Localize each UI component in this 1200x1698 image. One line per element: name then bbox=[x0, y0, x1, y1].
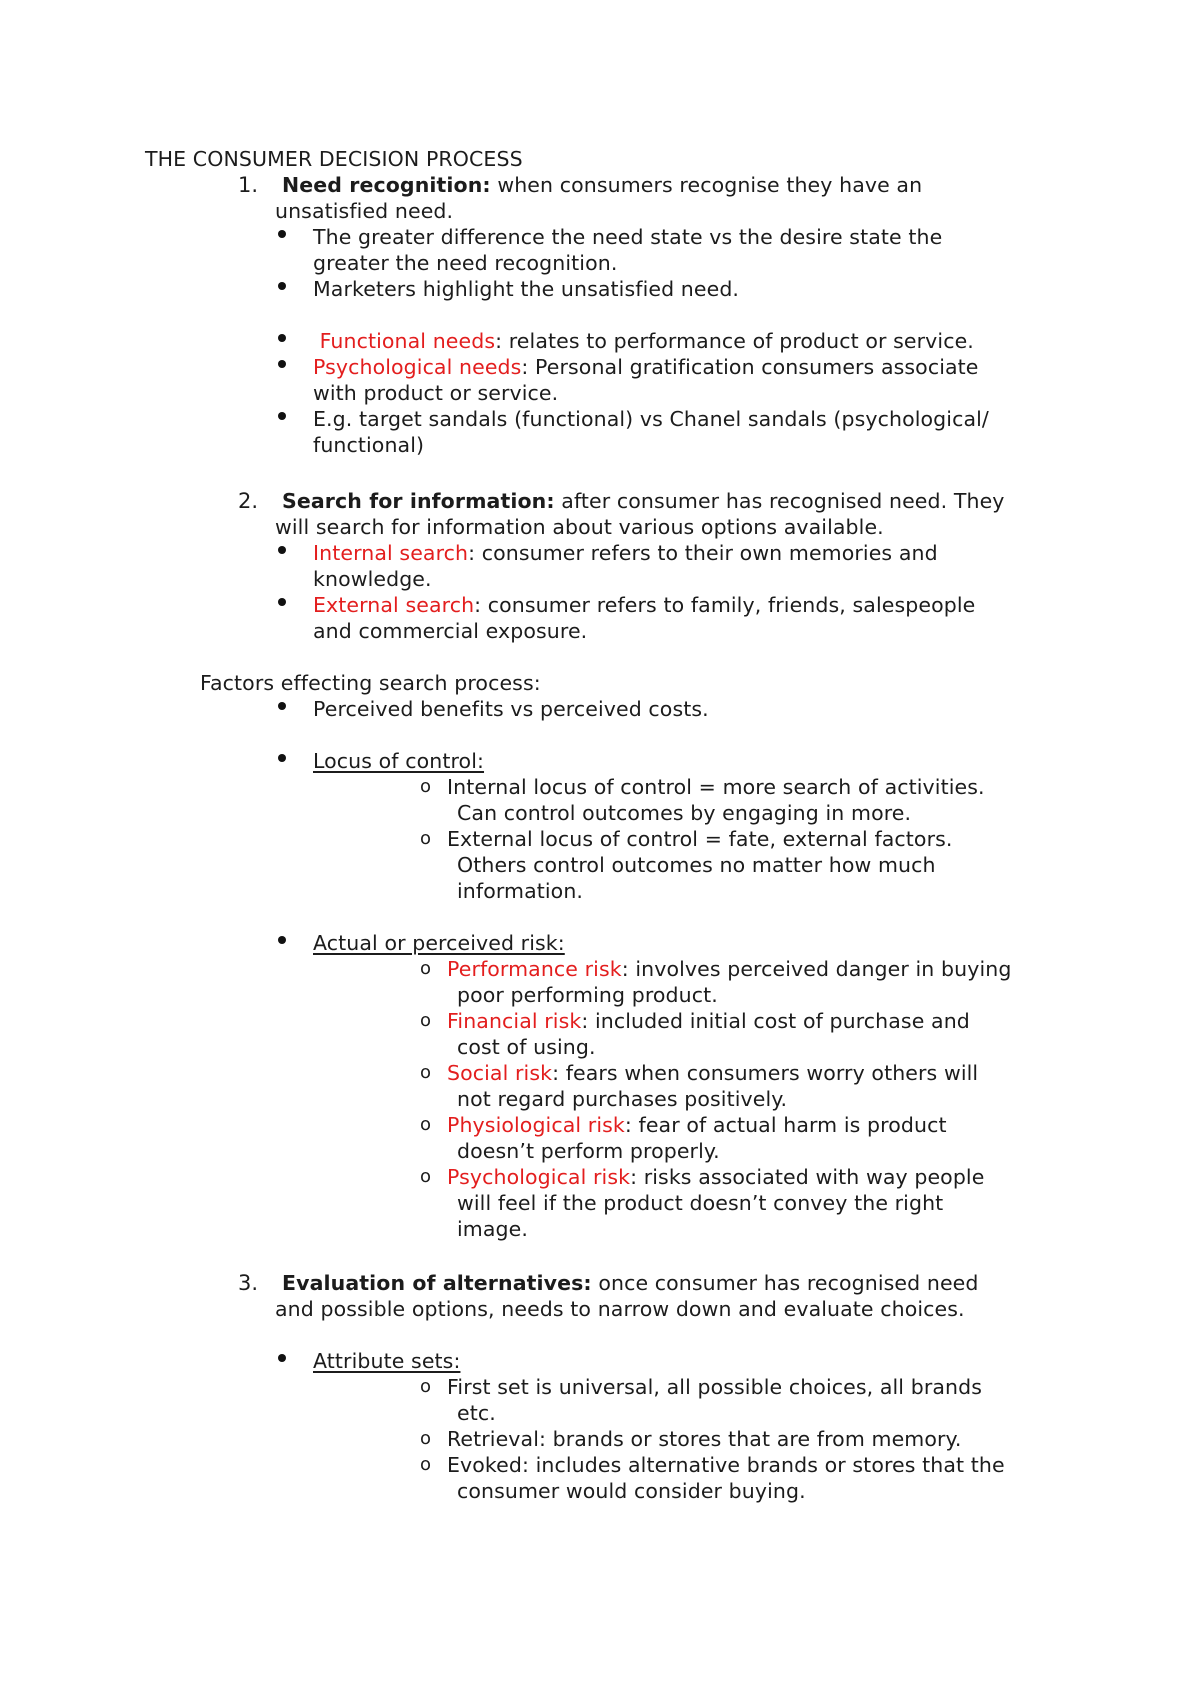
s2-bullet-2a bbox=[313, 592, 975, 618]
circle-bullet-icon: o bbox=[420, 1428, 432, 1449]
s1-bullet-1a: The greater difference the need state vs the desire state the bbox=[313, 225, 943, 249]
risk-5c: image. bbox=[457, 1217, 528, 1241]
s2-bullet-1a bbox=[313, 540, 938, 566]
circle-bullet-icon: o bbox=[420, 1062, 432, 1083]
section-1-heading: Need recognition: bbox=[282, 173, 491, 197]
locus-of-control-heading: Locus of control: bbox=[313, 749, 485, 773]
s2-bullet-1b: knowledge. bbox=[313, 567, 432, 591]
risk-4a bbox=[447, 1112, 947, 1138]
bullet-icon bbox=[278, 412, 286, 420]
risk-2a bbox=[447, 1008, 970, 1034]
factors-heading: Factors effecting search process: bbox=[200, 671, 541, 695]
risk-4b: doesn’t perform properly. bbox=[457, 1139, 720, 1163]
factors-bullet-1: Perceived benefits vs perceived costs. bbox=[313, 697, 709, 721]
s1-bullet-3 bbox=[313, 328, 974, 354]
section-number-2: 2. bbox=[238, 489, 259, 513]
locus-1b: Can control outcomes by engaging in more. bbox=[457, 801, 912, 825]
locus-2a: External locus of control = fate, external factors. bbox=[447, 827, 953, 851]
circle-bullet-icon: o bbox=[420, 1010, 432, 1031]
financial-risk-text: : included initial cost of purchase and bbox=[581, 1009, 970, 1033]
s1-bullet-5a: E.g. target sandals (functional) vs Chanel sandals (psychological/ bbox=[313, 407, 989, 431]
circle-bullet-icon: o bbox=[420, 1376, 432, 1397]
s1-bullet-2: Marketers highlight the unsatisfied need. bbox=[313, 277, 740, 301]
bullet-icon bbox=[278, 282, 286, 290]
circle-bullet-icon: o bbox=[420, 1454, 432, 1475]
bullet-icon bbox=[278, 230, 286, 238]
circle-bullet-icon: o bbox=[420, 776, 432, 797]
s1-bullet-4b: with product or service. bbox=[313, 381, 559, 405]
bullet-icon bbox=[278, 360, 286, 368]
attr-2: Retrieval: brands or stores that are from memory. bbox=[447, 1427, 962, 1451]
bullet-icon bbox=[278, 546, 286, 554]
page-title: THE CONSUMER DECISION PROCESS bbox=[145, 147, 523, 171]
attr-1b: etc. bbox=[457, 1401, 496, 1425]
risk-heading: Actual or perceived risk: bbox=[313, 931, 565, 955]
bullet-icon bbox=[278, 1354, 286, 1362]
s1-bullet-1b: greater the need recognition. bbox=[313, 251, 618, 275]
social-risk-text: : fears when consumers worry others will bbox=[552, 1061, 979, 1085]
section-3-intro-text: once consumer has recognised need bbox=[591, 1271, 979, 1295]
section-1-intro-line2: unsatisfied need. bbox=[275, 199, 454, 223]
section-number-3: 3. bbox=[238, 1271, 259, 1295]
circle-bullet-icon: o bbox=[420, 828, 432, 849]
bullet-icon bbox=[278, 598, 286, 606]
locus-2c: information. bbox=[457, 879, 584, 903]
psychological-needs-term: Psychological needs bbox=[313, 355, 522, 379]
bullet-icon bbox=[278, 754, 286, 762]
attr-3a: Evoked: includes alternative brands or stores that the bbox=[447, 1453, 1005, 1477]
functional-needs-term: Functional needs bbox=[319, 329, 496, 353]
section-number-1: 1. bbox=[238, 173, 259, 197]
internal-search-term: Internal search bbox=[313, 541, 469, 565]
circle-bullet-icon: o bbox=[420, 958, 432, 979]
physiological-risk-term: Physiological risk bbox=[447, 1113, 625, 1137]
circle-bullet-icon: o bbox=[420, 1166, 432, 1187]
section-3-intro-line2: and possible options, needs to narrow down and evaluate choices. bbox=[275, 1297, 965, 1321]
risk-1b: poor performing product. bbox=[457, 983, 718, 1007]
risk-5a bbox=[447, 1164, 984, 1190]
attribute-sets-heading: Attribute sets: bbox=[313, 1349, 461, 1373]
risk-3b: not regard purchases positively. bbox=[457, 1087, 788, 1111]
section-2-heading: Search for information: bbox=[282, 489, 555, 513]
performance-risk-term: Performance risk bbox=[447, 957, 622, 981]
risk-1a bbox=[447, 956, 1011, 982]
attr-3b: consumer would consider buying. bbox=[457, 1479, 806, 1503]
s2-bullet-2b: and commercial exposure. bbox=[313, 619, 588, 643]
circle-bullet-icon: o bbox=[420, 1114, 432, 1135]
section-2-intro-line2: will search for information about various options available. bbox=[275, 515, 884, 539]
bullet-icon bbox=[278, 334, 286, 342]
performance-risk-text: : involves perceived danger in buying bbox=[621, 957, 1012, 981]
external-search-term: External search bbox=[313, 593, 475, 617]
bullet-icon bbox=[278, 936, 286, 944]
psychological-risk-term: Psychological risk bbox=[447, 1165, 631, 1189]
attr-1a: First set is universal, all possible choices, all brands bbox=[447, 1375, 982, 1399]
section-3-heading: Evaluation of alternatives: bbox=[282, 1271, 592, 1295]
risk-3a bbox=[447, 1060, 978, 1086]
section-2-intro-text: after consumer has recognised need. They bbox=[554, 489, 1005, 513]
section-1-intro-text: when consumers recognise they have an bbox=[490, 173, 923, 197]
risk-5b: will feel if the product doesn’t convey the right bbox=[457, 1191, 944, 1215]
psychological-needs-text: : Personal gratification consumers associate bbox=[521, 355, 979, 379]
financial-risk-term: Financial risk bbox=[447, 1009, 582, 1033]
social-risk-term: Social risk bbox=[447, 1061, 553, 1085]
s1-bullet-5b: functional) bbox=[313, 433, 425, 457]
locus-1a: Internal locus of control = more search of activities. bbox=[447, 775, 985, 799]
internal-search-text: : consumer refers to their own memories and bbox=[468, 541, 938, 565]
bullet-icon bbox=[278, 702, 286, 710]
psychological-risk-text: : risks associated with way people bbox=[630, 1165, 985, 1189]
s1-bullet-4a bbox=[313, 354, 979, 380]
locus-2b: Others control outcomes no matter how much bbox=[457, 853, 936, 877]
section-2-intro bbox=[282, 488, 1005, 514]
functional-needs-text: : relates to performance of product or service. bbox=[495, 329, 974, 353]
physiological-risk-text: : fear of actual harm is product bbox=[624, 1113, 947, 1137]
section-3-intro bbox=[282, 1270, 979, 1296]
external-search-text: : consumer refers to family, friends, salespeople bbox=[474, 593, 976, 617]
section-1-intro bbox=[282, 172, 922, 198]
risk-2b: cost of using. bbox=[457, 1035, 596, 1059]
